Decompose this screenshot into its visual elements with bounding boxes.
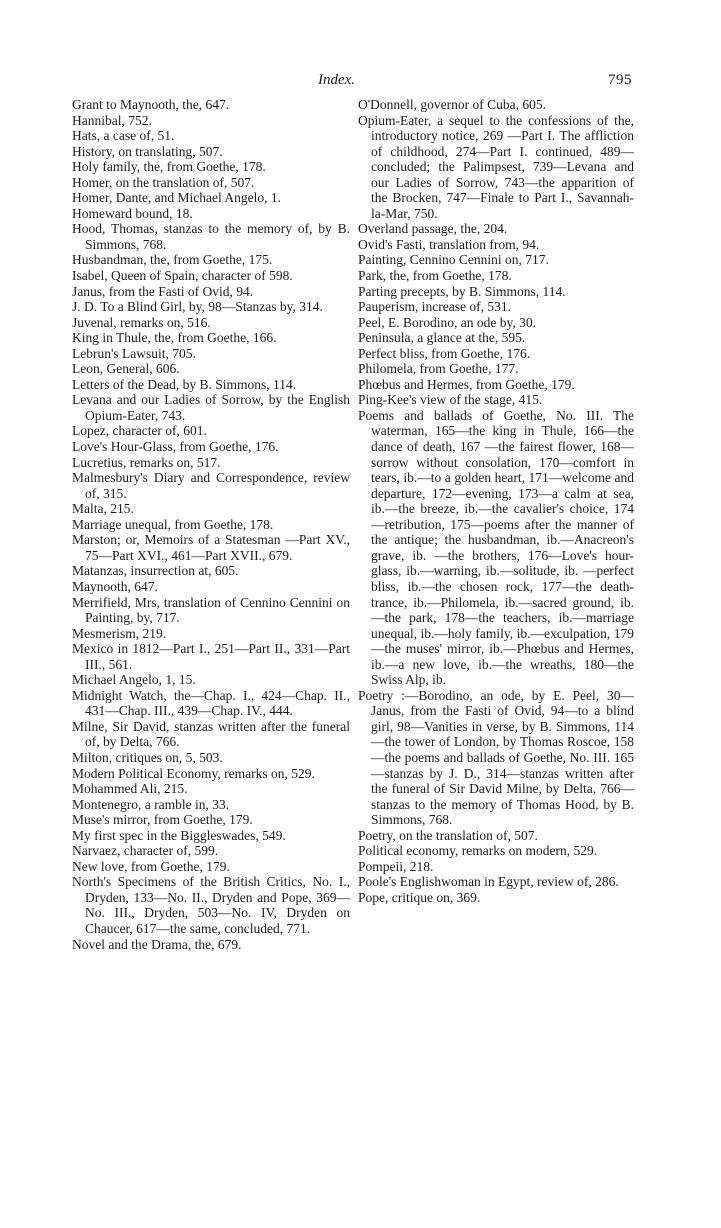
index-entry: Milne, Sir David, stanzas written after the funeral of, by Delta, 766. (72, 718, 350, 750)
index-entry: Perfect bliss, from Goethe, 176. (358, 345, 531, 361)
index-entry: Letters of the Dead, by B. Simmons, 114. (72, 376, 297, 392)
index-entry: Parting precepts, by B. Simmons, 114. (358, 283, 566, 299)
index-column-right (358, 97, 634, 905)
index-entry: Maynooth, 647. (72, 578, 158, 594)
index-entry: Midnight Watch, the—Chap. I., 424—Chap. II., 431—Chap. III., 439—Chap. IV., 444. (72, 687, 350, 719)
index-entry: Phœbus and Hermes, from Goethe, 179. (358, 376, 575, 392)
index-entry: Pompeii, 218. (358, 858, 434, 874)
index-entry: Michael Angelo, 1, 15. (72, 672, 196, 688)
index-entry: Painting, Cennino Cennini on, 717. (358, 252, 549, 268)
index-entry: Mesmerism, 219. (72, 625, 167, 641)
index-entry: Pope, critique on, 369. (358, 889, 481, 905)
index-entry: Marston; or, Memoirs of a Statesman —Part XV., 75—Part XVI., 461—Part XVII., 679. (72, 532, 350, 563)
index-entry: Novel and the Drama, the, 679. (72, 936, 242, 952)
index-entry: Poems and ballads of Goethe, No. III. The waterman, 165—the king in Thule, 166—the dance of death, 167 —the fairest flower, 168—sorrow without consolation, 170—comfort in tears, ib.—to a golden heart, 171—welcome and departure, 172—evening, 173—a calm at sea, ib.—the breeze, ib.—the cavalier's choice, 174—retribution, 175—poems after the manner of the antique; the husbandman, ib.—Anacreon's grave, ib. —the brothers, 176—Love's hour-glass, ib.—warning, ib.—solitude, ib. —perfect bliss, ib.—the chosen rock, 177—the death-trance, ib.—Philomela, ib.—sacred ground, ib.—the park, 178—the teachers, ib.—marriage unequal, ib.—holy family, ib.—exculpation, 179—the muses' mirror, ib.—Phœbus and Hermes, ib.—a new love, ib.—the wreaths, 180—the Swiss Alp, ib. (358, 407, 634, 688)
index-entry: O'Donnell, governor of Cuba, 605. (358, 97, 547, 112)
index-entry: Pauperism, increase of, 531. (358, 299, 511, 315)
index-entry: Levana and our Ladies of Sorrow, by the English Opium-Eater, 743. (72, 392, 350, 423)
index-entry: Leon, General, 606. (72, 361, 180, 377)
index-entry: Opium-Eater, a sequel to the confessions of the, introductory notice, 269 —Part I. The affliction of childhood, 274—Part I. continued, 489—concluded; the Palimpsest, 739—Levana and our Ladies of Sorrow, 743—the apparition of the Brocken, 747—Finale to Part I., Savannah-la-Mar, 750. (358, 112, 634, 221)
index-entry: Milton, critiques on, 5, 503. (72, 749, 223, 765)
index-entry: Homeward bound, 18. (72, 205, 193, 221)
index-entry: Janus, from the Fasti of Ovid, 94. (72, 283, 254, 299)
index-entry: My first spec in the Biggleswades, 549. (72, 827, 286, 843)
index-entry: Poole's Englishwoman in Egypt, review of, 286. (358, 874, 619, 890)
index-entry: Matanzas, insurrection at, 605. (72, 563, 239, 579)
index-entry: Malmesbury's Diary and Correspondence, review of, 315. (72, 470, 350, 501)
index-column-left (72, 97, 350, 952)
index-entry: Marriage unequal, from Goethe, 178. (72, 516, 274, 532)
page-header (72, 72, 632, 94)
index-entry: Husbandman, the, from Goethe, 175. (72, 252, 273, 268)
index-entry: Ovid's Fasti, translation from, 94. (358, 236, 540, 252)
index-entry: Peel, E. Borodino, an ode by, 30. (358, 314, 536, 330)
index-entry: King in Thule, the, from Goethe, 166. (72, 330, 277, 346)
index-entry: J. D. To a Blind Girl, by, 98—Stanzas by, 314. (72, 299, 323, 315)
index-entry: Montenegro, a ramble in, 33. (72, 796, 230, 812)
running-title: Index. (318, 72, 356, 88)
index-entry: Poetry :—Borodino, an ode, by E. Peel, 30—Janus, from the Fasti of Ovid, 94—to a blind girl, 98—Vanities in verse, by B. Simmons, 114—the tower of London, by Thomas Roscoe, 158—the poems and ballads of Goethe, No. III. 165—stanzas by J. D., 314—stanzas written after the funeral of Sir David Milne, by Delta, 766—stanzas to the memory of Thomas Hood, by B. Simmons, 768. (358, 687, 634, 828)
index-entry: Isabel, Queen of Spain, character of 598. (72, 268, 293, 284)
index-entry: Political economy, remarks on modern, 529. (358, 843, 598, 859)
index-entry: North's Specimens of the British Critics, No. I., Dryden, 133—No. II., Dryden and Pope, 369—No. III., Dryden, 503—No. IV, Dryden on Chaucer, 617—the same, concluded, 771. (72, 874, 350, 936)
index-entry: Love's Hour-Glass, from Goethe, 176. (72, 439, 279, 455)
index-entry: History, on translating, 507. (72, 143, 223, 159)
index-entry: Juvenal, remarks on, 516. (72, 314, 211, 330)
index-entry: New love, from Goethe, 179. (72, 858, 230, 874)
index-entry: Mohammed Ali, 215. (72, 781, 188, 797)
page-number: 795 (608, 72, 632, 88)
index-entry: Peninsula, a glance at the, 595. (358, 330, 526, 346)
index-entry: Poetry, on the translation of, 507. (358, 827, 538, 843)
index-entry: Hats, a case of, 51. (72, 128, 175, 144)
index-entry: Hannibal, 752. (72, 112, 152, 128)
index-entry: Overland passage, the, 204. (358, 221, 508, 237)
index-entry: Philomela, from Goethe, 177. (358, 361, 519, 377)
index-entry: Mexico in 1812—Part I., 251—Part II., 331—Part III., 561. (72, 641, 350, 672)
index-entry: Ping-Kee's view of the stage, 415. (358, 392, 543, 408)
index-entry: Malta, 215. (72, 501, 134, 517)
index-entry: Homer, on the translation of, 507. (72, 174, 255, 190)
index-entry: Lopez, character of, 601. (72, 423, 207, 439)
index-entry: Muse's mirror, from Goethe, 179. (72, 812, 253, 828)
index-entry: Lebrun's Lawsuit, 705. (72, 345, 196, 361)
index-entry: Lucretius, remarks on, 517. (72, 454, 221, 470)
index-entry: Narvaez, character of, 599. (72, 843, 219, 859)
index-entry: Holy family, the, from Goethe, 178. (72, 159, 266, 175)
index-entry: Park, the, from Goethe, 178. (358, 268, 512, 284)
index-entry: Grant to Maynooth, the, 647. (72, 97, 230, 112)
index-entry: Homer, Dante, and Michael Angelo, 1. (72, 190, 282, 206)
index-entry: Hood, Thomas, stanzas to the memory of, by B. Simmons, 768. (72, 221, 350, 252)
index-entry: Merrifield, Mrs, translation of Cennino Cennini on Painting, by, 717. (72, 594, 350, 626)
index-entry: Modern Political Economy, remarks on, 529. (72, 765, 315, 781)
